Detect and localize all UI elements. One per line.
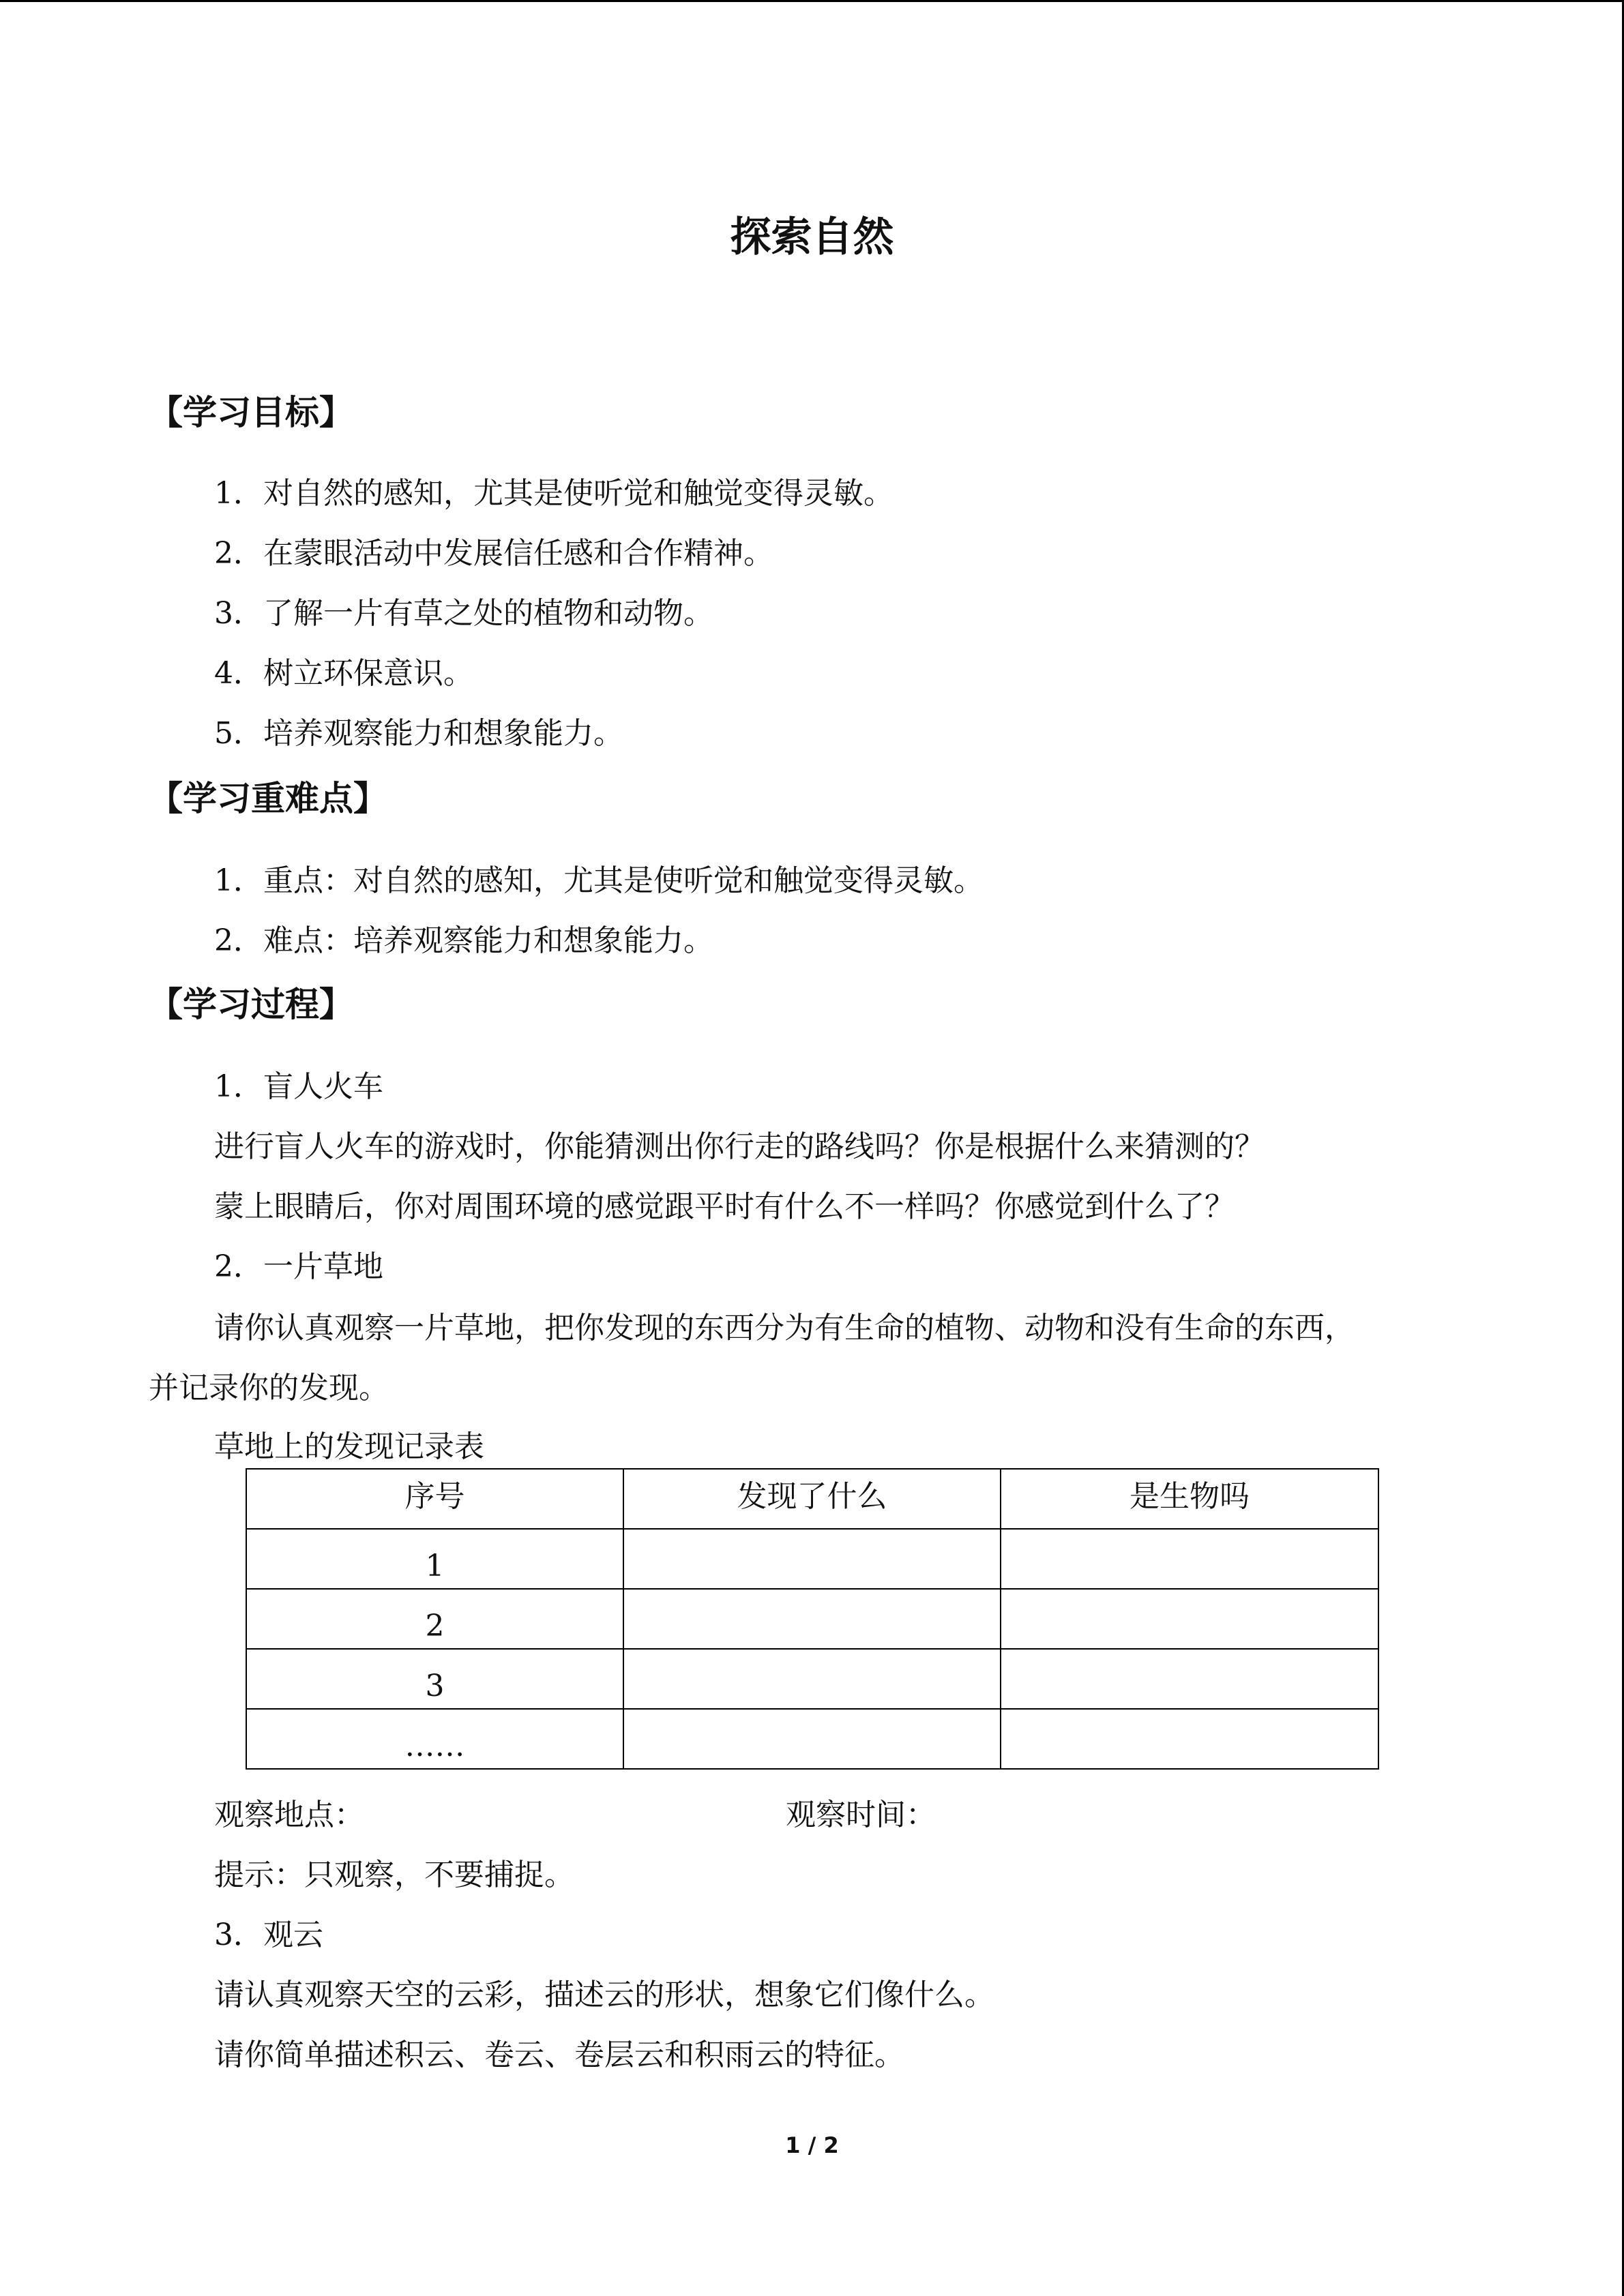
part3-title: 3．观云: [214, 1918, 323, 1952]
table-cell-found: [623, 1649, 1001, 1709]
discovery-record-table: [246, 1468, 1379, 1770]
objective-item: 1．对自然的感知，尤其是使听觉和触觉变得灵敏。: [214, 476, 894, 511]
table-row: [246, 1529, 1378, 1589]
key-point-item: 2．难点：培养观察能力和想象能力。: [214, 923, 713, 958]
table-cell-is-living: [1001, 1529, 1378, 1589]
part1-question-2: 蒙上眼睛后，你对周围环境的感觉跟平时有什么不一样吗？你感觉到什么了？: [214, 1189, 1235, 1224]
hint-text: 提示：只观察，不要捕捉。: [214, 1858, 574, 1892]
table-cell-found: [623, 1589, 1001, 1649]
observe-time-label: 观察时间：: [786, 1798, 936, 1832]
part2-text-line-2: 并记录你的发现。: [149, 1371, 389, 1405]
objective-item: 2．在蒙眼活动中发展信任感和合作精神。: [214, 536, 773, 571]
table-row: [246, 1649, 1378, 1709]
part3-question-1: 请认真观察天空的云彩，描述云的形状，想象它们像什么。: [214, 1978, 994, 2012]
table-cell-is-living: [1001, 1589, 1378, 1649]
objective-item: 4．树立环保意识。: [214, 656, 473, 691]
table-header-cell: 序号: [246, 1469, 623, 1529]
table-header-row: [246, 1469, 1378, 1529]
section-heading-objectives: 【学习目标】: [149, 393, 353, 432]
table-row: [246, 1709, 1378, 1769]
table-header-cell: 发现了什么: [623, 1469, 1001, 1529]
table-cell-found: [623, 1709, 1001, 1769]
observe-place-label: 观察地点：: [214, 1798, 364, 1832]
table-cell-is-living: [1001, 1649, 1378, 1709]
table-cell-is-living: [1001, 1709, 1378, 1769]
table-caption: 草地上的发现记录表: [214, 1429, 484, 1464]
page-title: 探索自然: [730, 213, 894, 261]
part2-title: 2．一片草地: [214, 1249, 383, 1284]
table-cell-number: 3: [246, 1649, 623, 1709]
table-cell-number: 1: [246, 1529, 623, 1589]
section-heading-key-points: 【学习重难点】: [149, 779, 387, 818]
part2-text-line-1: 请你认真观察一片草地，把你发现的东西分为有生命的植物、动物和没有生命的东西，: [214, 1311, 1355, 1345]
objective-item: 5．培养观察能力和想象能力。: [214, 716, 623, 751]
table-header-cell: 是生物吗: [1001, 1469, 1378, 1529]
table-cell-number: ……: [246, 1709, 623, 1769]
section-heading-process: 【学习过程】: [149, 985, 353, 1024]
part1-title: 1．盲人火车: [214, 1069, 383, 1104]
part3-question-2: 请你简单描述积云、卷云、卷层云和积雨云的特征。: [214, 2038, 904, 2072]
table-row: [246, 1589, 1378, 1649]
part1-question-1: 进行盲人火车的游戏时，你能猜测出你行走的路线吗？你是根据什么来猜测的？: [214, 1129, 1265, 1164]
page-number: 1 / 2: [785, 2132, 839, 2158]
table-cell-found: [623, 1529, 1001, 1589]
key-point-item: 1．重点：对自然的感知，尤其是使听觉和触觉变得灵敏。: [214, 863, 984, 898]
table-cell-number: 2: [246, 1589, 623, 1649]
objective-item: 3．了解一片有草之处的植物和动物。: [214, 596, 713, 631]
